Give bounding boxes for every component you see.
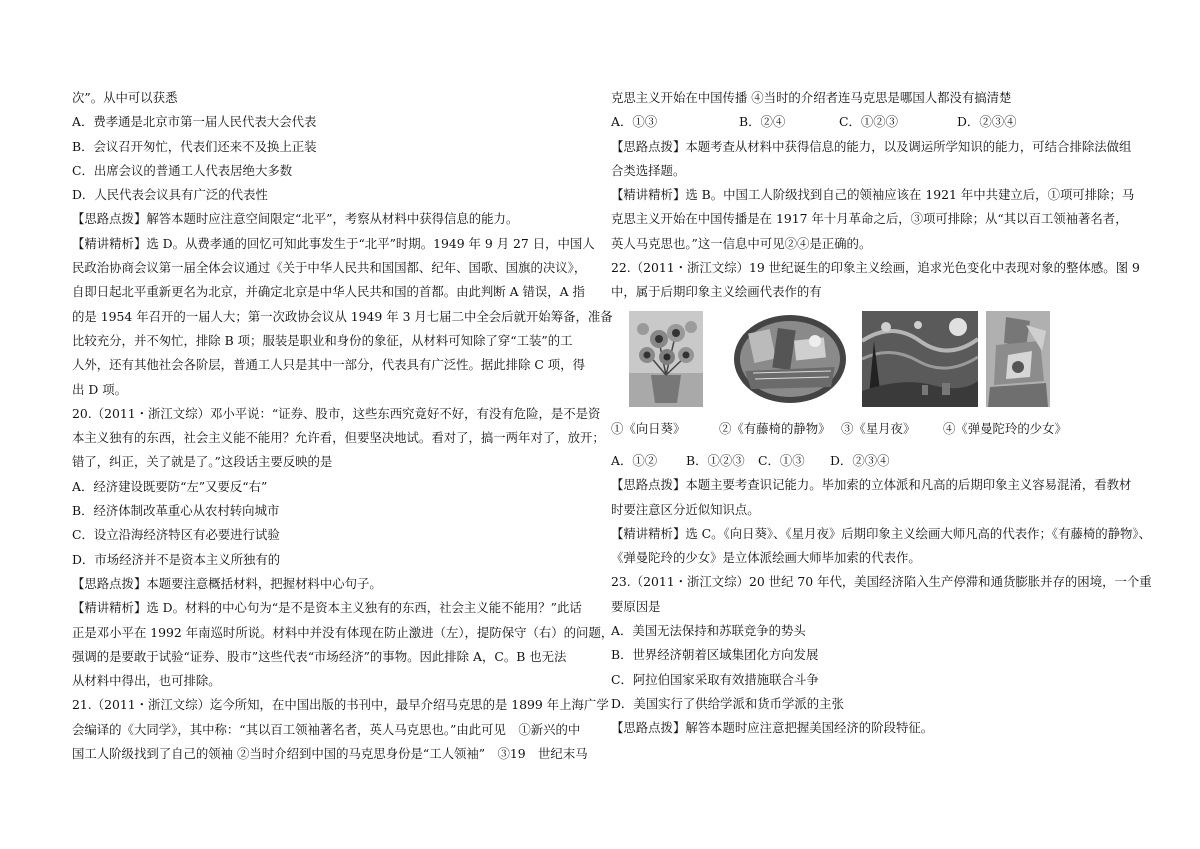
left-text-line: 次”。从中可以获悉	[72, 90, 178, 105]
q21-option-c: C．①②③	[839, 114, 899, 130]
caption-sunflowers: ①《向日葵》	[611, 420, 686, 436]
left-text-line: 强调的是要敢于试验“证券、股市”这些代表“市场经济”的事物。因此排除 A，C。B 也无法	[72, 648, 567, 664]
right-text-line: C．阿拉伯国家采取有效措施联合斗争	[611, 671, 819, 687]
right-text-line: 【精讲精析】选 B。中国工人阶级找到自己的领袖应该在 1921 年中共建立后，①项可排除；马	[611, 187, 1135, 203]
left-text-line: 20.（2011・浙江文综）邓小平说：“证券、股市，这些东西究竟好不好，有没有危险，是不是资	[72, 405, 601, 421]
left-text-line: 【思路点拨】本题要注意概括材料，把握材料中心句子。	[72, 575, 382, 591]
caption-girl-mandolin: ④《弹曼陀玲的少女》	[943, 420, 1067, 436]
q21-options	[611, 110, 1137, 134]
left-text-line: B．会议召开匆忙，代表们还来不及换上正装	[72, 138, 317, 154]
left-text-line: 会编译的《大同学》，其中称：“其以百工领袖著名者，英人马克思也。”由此可见 ①新兴的中	[72, 721, 581, 737]
right-text-line: 【思路点拨】解答本题时应注意把握美国经济的阶段特征。	[611, 720, 934, 736]
painting-girl-with-mandolin	[986, 311, 1050, 407]
right-text-line: 克思主义开始在中国传播是在 1917 年十月革命之后，③项可排除；从“其以百工领袖著名者，	[611, 211, 1128, 227]
painting-figures	[611, 311, 1137, 413]
left-text-line: C．出席会议的普通工人代表居绝大多数	[72, 162, 293, 178]
right-text-line: 【思路点拨】本题主要考查识记能力。毕加索的立体派和凡高的后期印象主义容易混淆，看教材	[611, 477, 1132, 493]
right-text-line: 克思主义开始在中国传播 ④当时的介绍者连马克思是哪国人都没有搞清楚	[611, 90, 1012, 105]
right-text-line: 【精讲精析】选 C。《向日葵》、《星月夜》后期印象主义绘画大师凡高的代表作；《有藤椅的静物》、	[611, 525, 1151, 541]
right-text-line: 合类选择题。	[611, 162, 686, 178]
left-text-line: 本主义独有的东西，社会主义能不能用？允许看，但要坚决地试。看对了，搞一两年对了，放开；	[72, 430, 605, 446]
right-text-line: A．美国无法保持和苏联竞争的势头	[611, 623, 806, 639]
right-text-line: 英人马克思也。”这一信息中可见②④是正确的。	[611, 235, 872, 251]
right-text-line: 中，属于后期印象主义绘画代表作的有	[611, 284, 822, 300]
left-text-line: B．经济体制改革重心从农村转向城市	[72, 503, 280, 519]
right-text-line: 22.（2011・浙江文综）19 世纪诞生的印象主义绘画，追求光色变化中表现对象的整体感。图 9	[611, 260, 1140, 276]
left-text-line: 从材料中得出，也可排除。	[72, 673, 221, 689]
left-text-line: 出 D 项。	[72, 381, 127, 397]
right-text-line: B．世界经济朝着区域集团化方向发展	[611, 647, 819, 663]
painting-still-life-chair-caning	[731, 311, 849, 407]
right-column	[611, 86, 1152, 741]
q21-option-a: A．①③	[611, 114, 658, 130]
left-text-line: 【精讲精析】选 D。从费孝通的回忆可知此事发生于“北平”时期。1949 年 9 月 27 日，中国人	[72, 235, 595, 251]
q22-option-c: C．①③	[758, 452, 805, 468]
q21-option-b: B．②④	[739, 114, 786, 130]
left-column	[72, 86, 614, 766]
left-text-line: 正是邓小平在 1992 年南巡时所说。材料中并没有体现在防止激进（左），提防保守（右）的问题，	[72, 624, 614, 640]
left-text-line: 自即日起北平重新更名为北京，并确定北京是中华人民共和国的首都。由此判断 A 错误，A 指	[72, 284, 585, 300]
q22-option-a: A．①②	[611, 452, 658, 468]
caption-still-life: ②《有藤椅的静物》	[719, 420, 831, 436]
left-text-line: 比较充分，并不匆忙，排除 B 项；服装是职业和身份的象征，从材料可知除了穿“工装”的工	[72, 332, 573, 348]
right-text-line: 【思路点拨】本题考查从材料中获得信息的能力，以及调运所学知识的能力，可结合排除法做组	[611, 138, 1132, 154]
right-text-line: 《弹曼陀玲的少女》是立体派绘画大师毕加索的代表作。	[611, 550, 921, 566]
q22-options	[611, 449, 1137, 473]
painting-starry-night	[862, 311, 978, 407]
left-text-line: D．人民代表会议具有广泛的代表性	[72, 187, 268, 203]
right-text-line: 23.（2011・浙江文综）20 世纪 70 年代，美国经济陷入生产停滞和通货膨胀并存的困境，一个重	[611, 574, 1152, 590]
left-text-line: D．市场经济并不是资本主义所独有的	[72, 551, 281, 567]
left-text-line: 民政治协商会议第一届全体会议通过《关于中华人民共和国国都、纪年、国歌、国旗的决议》，	[72, 260, 587, 276]
left-text-line: 【思路点拨】解答本题时应注意空间限定“北平”，考察从材料中获得信息的能力。	[72, 211, 519, 227]
caption-starry-night: ③《星月夜》	[841, 420, 916, 436]
left-text-line: A．经济建设既要防“左”又要反“右”	[72, 478, 268, 494]
left-text-line: 的是 1954 年召开的一届人大；第一次政协会议从 1949 年 3 月七届二中全会后就开始筹备，准备	[72, 308, 613, 324]
left-text-line: 国工人阶级找到了自己的领袖 ②当时介绍到中国的马克思身份是“工人领袖” ③19 世纪末马	[72, 746, 588, 762]
left-text-line: C．设立沿海经济特区有必要进行试验	[72, 527, 280, 543]
right-text-line: 要原因是	[611, 598, 661, 614]
left-text-line: 错了，纠正，关了就是了。”这段话主要反映的是	[72, 454, 333, 470]
left-text-line: 21.（2011・浙江文综）迄今所知，在中国出版的书刊中，最早介绍马克思的是 1899 年上海广学	[72, 697, 609, 713]
left-text-line: 人外，还有其他社会各阶层，普通工人只是其中一部分，代表具有广泛性。据此排除 C 项，得	[72, 357, 585, 373]
q22-option-d: D．②③④	[830, 452, 890, 468]
painting-sunflowers	[629, 311, 703, 407]
right-text-line: D．美国实行了供给学派和货币学派的主张	[611, 695, 844, 711]
painting-captions	[611, 417, 1137, 441]
left-text-line: A．费孝通是北京市第一届人民代表大会代表	[72, 114, 317, 130]
q21-option-d: D．②③④	[957, 114, 1017, 130]
q22-option-b: B．①②③	[686, 452, 745, 468]
left-text-line: 【精讲精析】选 D。材料的中心句为“是不是资本主义独有的东西，社会主义能不能用？”此话	[72, 600, 582, 616]
right-text-line: 时要注意区分近似知识点。	[611, 501, 760, 517]
